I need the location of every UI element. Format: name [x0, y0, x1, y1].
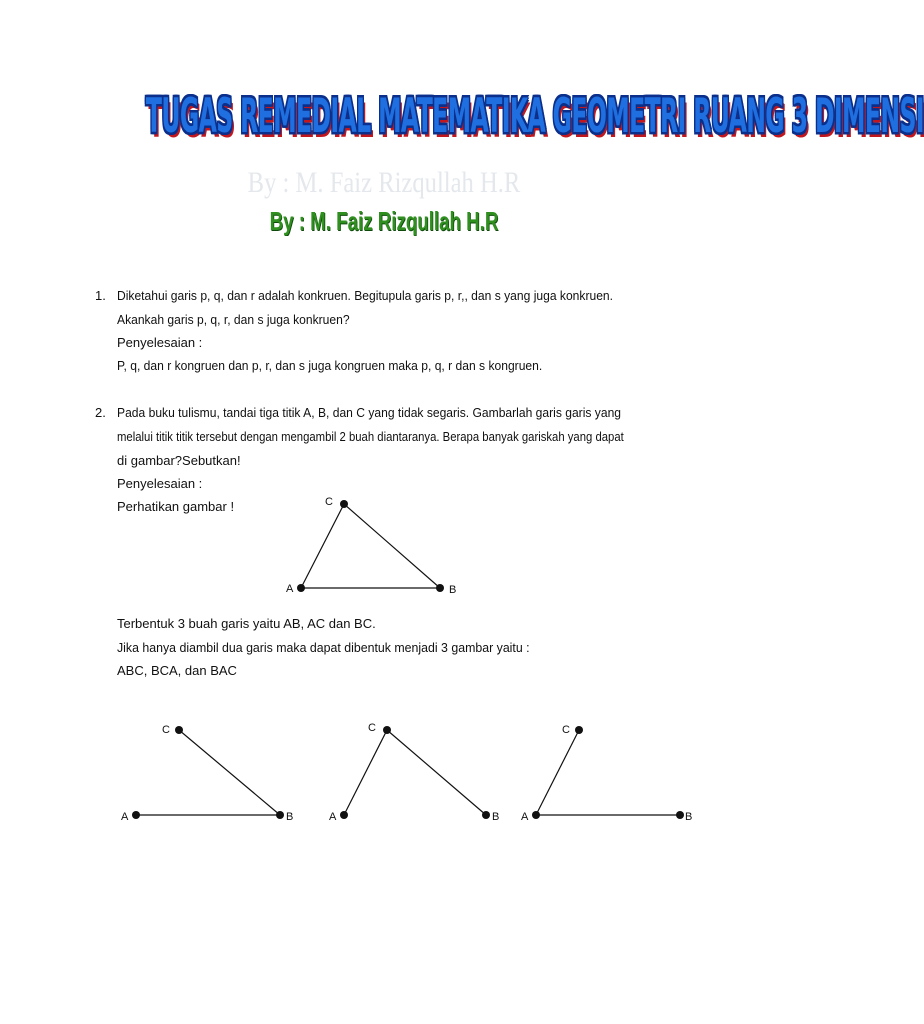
segment-ac [344, 730, 387, 815]
question-2-result-1: Terbentuk 3 buah garis yaitu AB, AC dan BC. [117, 616, 376, 631]
label-a: A [121, 811, 129, 823]
figure-bca [326, 718, 516, 828]
triangle-abc-figure [280, 490, 470, 600]
question-1-answer-label: Penyelesaian : [117, 335, 203, 350]
question-2-line-2: melalui titik titik tersebut dengan mengambil 2 buah diantaranya. Berapa banyak gariskah yang dapat [117, 429, 624, 444]
point-a [132, 811, 140, 819]
point-b [436, 584, 444, 592]
point-b [482, 811, 490, 819]
point-a [532, 811, 540, 819]
segment-ac [301, 504, 344, 588]
author-byline: By : M. Faiz Rizqullah H.R [269, 206, 499, 236]
author-byline-shadow: By : M. Faiz Rizqullah H.R [247, 166, 521, 199]
point-c [575, 726, 583, 734]
question-2-result-2: Jika hanya diambil dua garis maka dapat dibentuk menjadi 3 gambar yaitu : [117, 640, 530, 655]
document-title: TUGAS REMEDIAL MATEMATIKA GEOMETRI RUANG 3 DIMENSI [145, 88, 924, 143]
question-2-number: 2. [95, 405, 106, 420]
question-1-line-2: Akankah garis p, q, r, dan s juga konkruen? [117, 312, 350, 327]
segment-bc [344, 504, 440, 588]
label-b: B [449, 584, 457, 596]
point-c [383, 726, 391, 734]
point-c [340, 500, 348, 508]
segment-ac [536, 730, 579, 815]
label-c: C [562, 724, 570, 736]
label-a: A [286, 583, 294, 595]
label-a: A [521, 811, 529, 823]
question-2-line-1: Pada buku tulismu, tandai tiga titik A, B, dan C yang tidak segaris. Gambarlah garis garis yang [117, 405, 622, 420]
point-a [297, 584, 305, 592]
question-1-line-1: Diketahui garis p, q, dan r adalah konkruen. Begitupula garis p, r,, dan s yang juga konkruen. [117, 288, 614, 303]
question-2-answer-label: Penyelesaian : [117, 476, 203, 491]
label-b: B [286, 811, 294, 823]
question-2-result-3: ABC, BCA, dan BAC [117, 663, 237, 678]
question-2-look-instruction: Perhatikan gambar ! [117, 499, 235, 514]
segment-cb [387, 730, 486, 815]
label-a: A [329, 811, 337, 823]
question-2-line-3: di gambar?Sebutkan! [117, 453, 241, 468]
label-b: B [492, 811, 500, 823]
point-b [276, 811, 284, 819]
question-1-number: 1. [95, 288, 106, 303]
question-1-answer: P, q, dan r kongruen dan p, r, dan s juga kongruen maka p, q, r dan s kongruen. [117, 358, 543, 373]
figure-bac [518, 718, 708, 828]
point-c [175, 726, 183, 734]
label-c: C [368, 722, 376, 734]
figure-abc [118, 718, 308, 828]
point-b [676, 811, 684, 819]
label-c: C [162, 724, 170, 736]
label-c: C [325, 496, 333, 508]
label-b: B [685, 811, 693, 823]
point-a [340, 811, 348, 819]
segment-cb [179, 730, 280, 815]
